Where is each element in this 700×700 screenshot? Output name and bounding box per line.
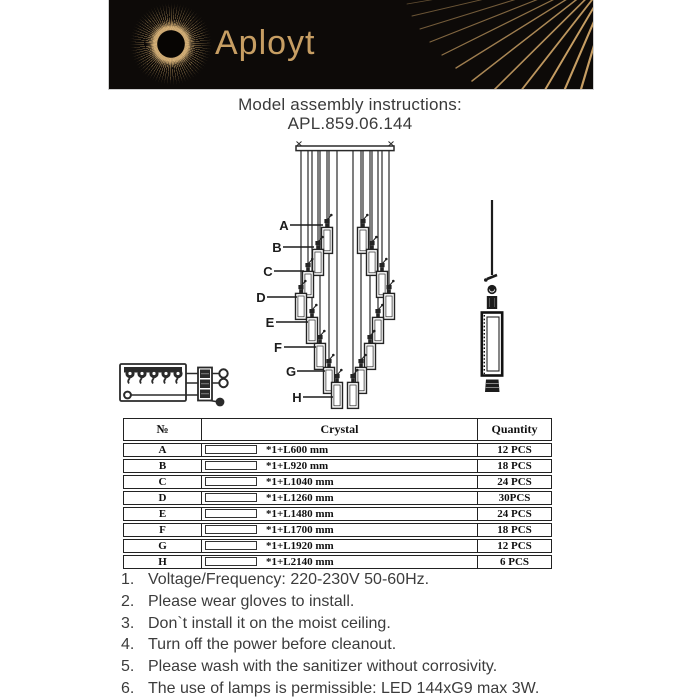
row-crystal bbox=[202, 459, 478, 473]
crystal-icon bbox=[205, 525, 257, 534]
row-num: H bbox=[123, 555, 202, 569]
row-quantity: 30PCS bbox=[478, 491, 552, 505]
instruction-number: 1. bbox=[121, 571, 135, 588]
row-num: G bbox=[123, 539, 202, 553]
crystal-length: *1+L1700 mm bbox=[266, 524, 334, 536]
diagram-label-g: G bbox=[285, 364, 297, 379]
row-crystal bbox=[202, 475, 478, 489]
row-quantity: 18 PCS bbox=[478, 459, 552, 473]
table-row bbox=[123, 443, 552, 457]
instruction-text: The use of lamps is permissible: LED 144xG9 max 3W. bbox=[148, 679, 540, 697]
row-quantity: 6 PCS bbox=[478, 555, 552, 569]
row-quantity: 18 PCS bbox=[478, 523, 552, 537]
model-number: APL.859.06.144 bbox=[287, 114, 413, 133]
title-block bbox=[0, 95, 700, 133]
crystal-icon bbox=[205, 509, 257, 518]
row-num: A bbox=[123, 443, 202, 457]
crystal-length: *1+L1920 mm bbox=[266, 540, 334, 552]
instruction-item bbox=[121, 634, 691, 656]
diagram-label-a: A bbox=[279, 218, 289, 233]
crystal-length: *1+L1040 mm bbox=[266, 476, 334, 488]
brand-banner bbox=[108, 0, 594, 90]
row-crystal bbox=[202, 539, 478, 553]
crystal-length: *1+L1260 mm bbox=[266, 492, 334, 504]
crystal-length: *1+L920 mm bbox=[266, 460, 329, 472]
table-header-row bbox=[123, 418, 552, 441]
row-num: D bbox=[123, 491, 202, 505]
table-row bbox=[123, 507, 552, 521]
diagram-label-h: H bbox=[292, 390, 302, 405]
diagram-label-d: D bbox=[256, 290, 266, 305]
instruction-text: Voltage/Frequency: 220-230V 50-60Hz. bbox=[148, 571, 430, 588]
instruction-item bbox=[121, 569, 691, 591]
crystal-length: *1+L2140 mm bbox=[266, 556, 334, 568]
crystal-pendants-right bbox=[348, 214, 395, 409]
row-crystal bbox=[202, 443, 478, 457]
row-crystal bbox=[202, 523, 478, 537]
instruction-item bbox=[121, 678, 691, 700]
row-num: B bbox=[123, 459, 202, 473]
row-num: F bbox=[123, 523, 202, 537]
diagram-label-e: E bbox=[265, 315, 275, 330]
instruction-item bbox=[121, 656, 691, 678]
instruction-item bbox=[121, 613, 691, 635]
col-header-num: № bbox=[123, 418, 202, 441]
table-row bbox=[123, 475, 552, 489]
col-header-crystal: Crystal bbox=[202, 418, 478, 441]
instruction-item bbox=[121, 591, 691, 613]
instruction-number: 5. bbox=[121, 658, 135, 676]
instruction-number: 4. bbox=[121, 636, 135, 654]
instruction-number: 6. bbox=[121, 679, 135, 697]
instruction-text: Don`t install it on the moist ceiling. bbox=[148, 614, 391, 632]
row-num: E bbox=[123, 507, 202, 521]
brand-name: Aployt bbox=[215, 24, 316, 62]
crystal-pendants-left bbox=[296, 214, 343, 409]
crystal-icon bbox=[205, 541, 257, 550]
instruction-text: Please wash with the sanitizer without corrosivity. bbox=[148, 658, 498, 676]
row-num: C bbox=[123, 475, 202, 489]
diagram-label-c: C bbox=[263, 264, 273, 279]
diagram-label-b: B bbox=[272, 240, 282, 255]
instruction-number: 2. bbox=[121, 592, 135, 610]
row-quantity: 12 PCS bbox=[478, 443, 552, 457]
crystal-icon bbox=[205, 493, 257, 502]
instruction-text: Turn off the power before cleanout. bbox=[148, 636, 397, 654]
rays-fan-decoration bbox=[109, 0, 594, 90]
crystal-icon bbox=[205, 445, 257, 454]
table-row bbox=[123, 491, 552, 505]
instruction-number: 3. bbox=[121, 614, 135, 632]
ceiling-canopy bbox=[296, 146, 394, 151]
instructions-list bbox=[121, 569, 691, 700]
crystal-icon bbox=[205, 461, 257, 470]
crystal-length: *1+L600 mm bbox=[266, 444, 329, 456]
instruction-text: Please wear gloves to install. bbox=[148, 592, 355, 610]
crystal-length: *1+L1480 mm bbox=[266, 508, 334, 520]
crystal-icon bbox=[205, 477, 257, 486]
crystal-icon bbox=[205, 557, 257, 566]
pendant-detail-diagram bbox=[468, 192, 522, 402]
row-crystal bbox=[202, 491, 478, 505]
parts-table bbox=[123, 416, 552, 571]
row-quantity: 24 PCS bbox=[478, 475, 552, 489]
row-quantity: 24 PCS bbox=[478, 507, 552, 521]
row-crystal bbox=[202, 507, 478, 521]
diagram-label-f: F bbox=[274, 340, 282, 355]
table-row bbox=[123, 539, 552, 553]
page-title: Model assembly instructions: bbox=[238, 95, 462, 114]
col-header-quantity: Quantity bbox=[478, 418, 552, 441]
table-row bbox=[123, 555, 552, 569]
row-crystal bbox=[202, 555, 478, 569]
row-quantity: 12 PCS bbox=[478, 539, 552, 553]
table-row bbox=[123, 459, 552, 473]
wiring-diagram bbox=[116, 356, 234, 408]
table-row bbox=[123, 523, 552, 537]
